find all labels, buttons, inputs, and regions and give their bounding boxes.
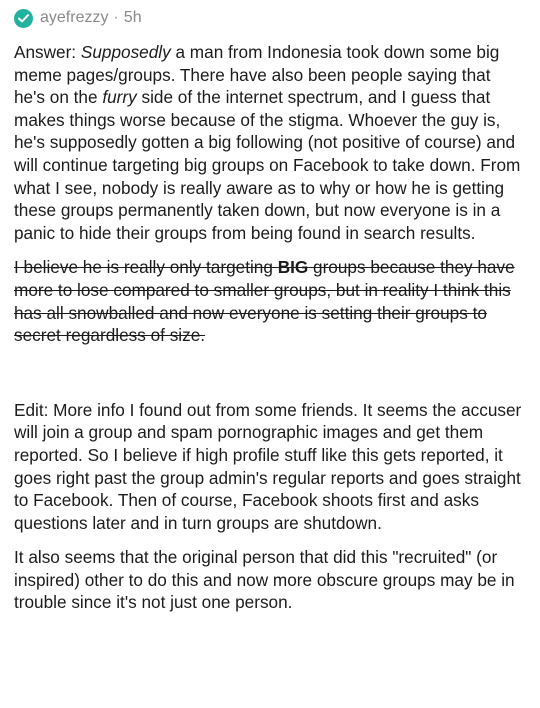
answer-emphasis-supposedly: Supposedly — [80, 42, 171, 62]
struck-text-part2: groups because they have more to lose compared to smaller groups, but in reality I think this has all snowballed and now everyone is setting their groups to secret regardless of size. — [14, 257, 515, 346]
answer-text-part1: a man from Indonesia took down some big meme pages/groups. There have also been people saying that he's on the — [14, 42, 500, 108]
answer-emphasis-furry: furry — [102, 87, 137, 108]
answer-paragraph — [14, 41, 526, 244]
struck-text-part1: I believe he is really only targeting — [14, 257, 278, 278]
struck-paragraph — [14, 256, 526, 346]
paragraph-spacer — [14, 347, 526, 399]
check-circle-icon — [14, 9, 33, 28]
comment-header — [14, 5, 526, 31]
edit-paragraph: Edit: More info I found out from some friends. It seems the accuser will join a group and spam pornographic images and get them reported. So I believe if high profile stuff like this gets reported, it goes right past the group admin's regular reports and goes straight to Facebook. Then of course, Facebook shoots first and asks questions later and in turn groups are shutdown. — [14, 399, 522, 533]
timestamp: 5h — [123, 9, 142, 26]
separator-dot: · — [113, 9, 119, 26]
answer-text-part2: side of the internet spectrum, and I guess that makes things worse because of the stigma. Whoever the guy is, he's supposedly gotten a big following (not positive of course) and will continue targeting big groups on Facebook to take down. From what I see, nobody is really aware as to why or how he is getting these groups permanently taken down, but now everyone is in a panic to hide their groups from being found in search results. — [14, 87, 521, 243]
answer-prefix: Answer: — [14, 42, 81, 62]
username-link[interactable]: ayefrezzy — [40, 9, 109, 26]
struck-emphasis-big: BIG — [277, 257, 309, 278]
followup-paragraph: It also seems that the original person that did this "recruited" (or inspired) other to do this and now more obscure groups may be in trouble since it's not just one person. — [14, 547, 515, 613]
